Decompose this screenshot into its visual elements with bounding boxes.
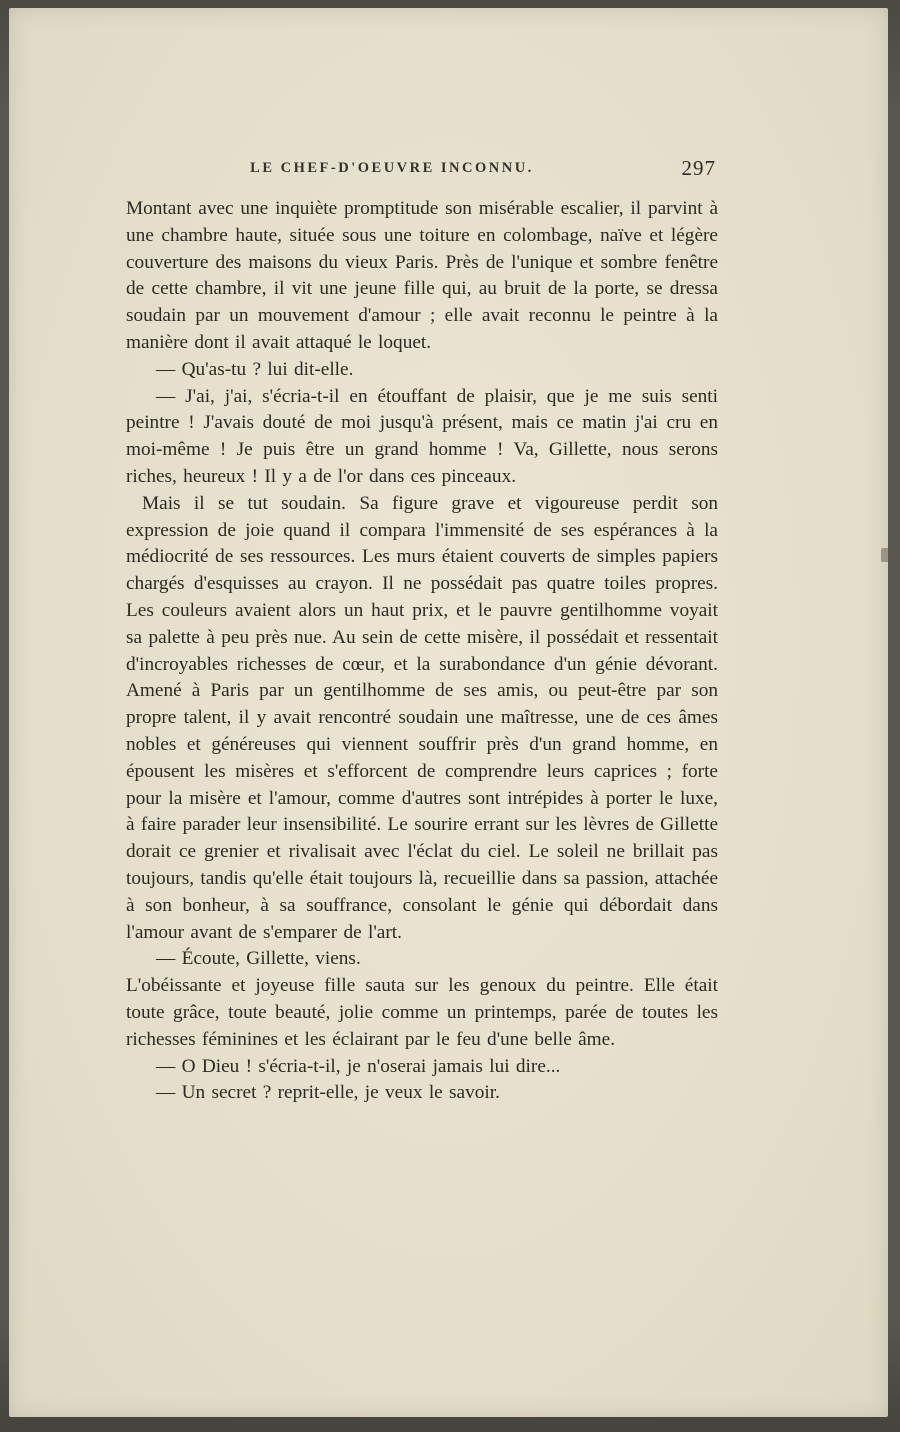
book-page	[9, 8, 888, 1417]
page-body	[126, 196, 718, 1107]
paragraph-dialogue-4: — O Dieu ! s'écria-t-il, je n'oserai jamais lui dire...	[156, 1055, 561, 1077]
running-title: LE CHEF-D'OEUVRE INCONNU.	[250, 160, 534, 176]
paragraph-dialogue-5: — Un secret ? reprit-elle, je veux le savoir.	[156, 1082, 500, 1104]
page-number: 297	[681, 156, 716, 180]
paragraph-dialogue-1: — Qu'as-tu ? lui dit-elle.	[156, 358, 354, 380]
paragraph-narrative-1: Montant avec une inquiète promptitude son misérable escalier, il parvint à une chambre haute, située sous une toiture en colombage, naïve et légère couverture des maisons du vieux Paris. Près de l'unique et sombre fenêtre de cette chambre, il vit une jeune fille qui, au bruit de la porte, se dressa soudain par un mouvement d'amour ; elle avait reconnu le peintre à la manière dont il avait attaqué le loquet.	[126, 198, 718, 353]
paragraph-dialogue-3: — Écoute, Gillette, viens.	[156, 948, 361, 970]
page-header	[126, 156, 718, 182]
paragraph-narrative-3: L'obéissante et joyeuse fille sauta sur les genoux du peintre. Elle était toute grâce, toute beauté, jolie comme un printemps, parée de toutes les richesses féminines et les éclairant par le feu d'une belle âme.	[126, 975, 718, 1050]
scan-artifact	[881, 548, 888, 562]
paragraph-narrative-2: Mais il se tut soudain. Sa figure grave et vigoureuse perdit son expression de joie quand il compara l'immensité de ses espérances à la médiocrité de ses ressources. Les murs étaient couverts de simples papiers chargés d'esquisses au crayon. Il ne possédait pas quatre toiles propres. Les couleurs avaient alors un haut prix, et le pauvre gentilhomme voyait sa palette à peu près nue. Au sein de cette misère, il possédait et ressentait d'incroyables richesses de cœur, et la surabondance d'un génie dévorant. Amené à Paris par un gentilhomme de ses amis, ou peut-être par son propre talent, il y avait rencontré soudain une maîtresse, une de ces âmes nobles et généreuses qui viennent souffrir près d'un grand homme, en épousent les misères et s'efforcent de comprendre leurs caprices ; forte pour la misère et l'amour, comme d'autres sont intrépides à porter le luxe, à faire parader leur insensibilité. Le sourire errant sur les lèvres de Gillette dorait ce grenier et rivalisait avec l'éclat du ciel. Le soleil ne brillait pas toujours, tandis qu'elle était toujours là, recueillie dans sa passion, attachée à son bonheur, à sa souffrance, consolant le génie qui débordait dans l'amour avant de s'emparer de l'art.	[126, 492, 718, 943]
paragraph-dialogue-2: — J'ai, j'ai, s'écria-t-il en étouffant de plaisir, que je me suis senti peintre ! J'avais douté de moi jusqu'à présent, mais ce matin j'ai cru en moi-même ! Je puis être un grand homme ! Va, Gillette, nous serons riches, heureux ! Il y a de l'or dans ces pinceaux.	[126, 385, 718, 487]
